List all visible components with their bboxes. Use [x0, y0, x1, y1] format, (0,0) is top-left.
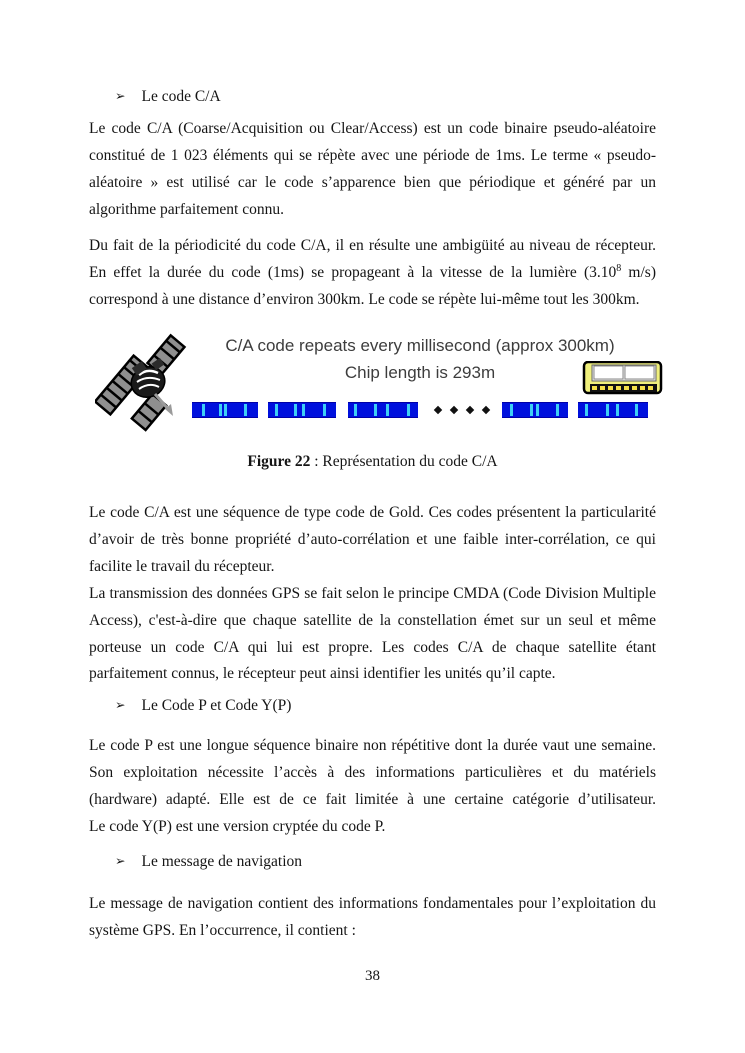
- arrow-bullet-icon: ➢: [115, 853, 126, 868]
- code-chip-tick: [224, 404, 227, 416]
- bullet-label: Le Code P et Code Y(P): [141, 697, 292, 714]
- code-segment: [268, 402, 336, 418]
- code-chip-tick: [294, 404, 297, 416]
- code-chip-tick: [323, 404, 326, 416]
- bullet-item-code-ca: [89, 86, 656, 108]
- paragraph-periodicite-part2: m/s) correspond à une distance d’environ 300km. Le code se répète lui-même tout les 300km.: [89, 263, 656, 308]
- code-chip-tick: [302, 404, 305, 416]
- code-chip-tick: [386, 404, 389, 416]
- code-chip-tick: [219, 404, 222, 416]
- figure-annotation-line1: C/A code repeats every millisecond (approx 300km): [225, 336, 615, 355]
- paragraph-group-gold-cdma: [89, 500, 656, 688]
- paragraph-message-navigation: Le message de navigation contient des informations fondamentales pour l’exploitation du système GPS. En l’occurrence, il contient :: [89, 895, 656, 939]
- superscript-exponent: 8: [616, 262, 622, 274]
- code-chip-tick: [606, 404, 609, 416]
- code-segment: [578, 402, 648, 418]
- code-chip-tick: [616, 404, 619, 416]
- paragraph-group-code-p: [89, 733, 656, 841]
- paragraph-cdma: La transmission des données GPS se fait selon le principe CMDA (Code Division Multiple Access), c'est-à-dire que chaque satellite de la constellation émet sur un seul et même porteuse un code C/A qui lui est propre. Les codes C/A de chaque satellite étant parfaitement connus, le récepteur peut ainsi identifier les unités qu’il capte.: [89, 584, 656, 683]
- paragraph-code-gold: Le code C/A est une séquence de type code de Gold. Ces codes présentent la particularité d’avoir de très bonne propriété d’auto-corrélation et une faible inter-corrélation, ce qui facilite le travail du récepteur.: [89, 504, 656, 575]
- ellipsis-dot: [482, 406, 490, 414]
- ellipsis-dot: [450, 406, 458, 414]
- figure-caption-text: : Représentation du code C/A: [310, 453, 498, 470]
- paragraph-periodicite-part1: Du fait de la périodicité du code C/A, il en résulte une ambigüité au niveau de récepteur. En effet la durée du code (1ms) se propageant à la vitesse de la lumière (3.10: [89, 237, 656, 281]
- figure-ca-code: [89, 330, 669, 436]
- code-chip-tick: [635, 404, 638, 416]
- paragraph-code-ca-intro: Le code C/A (Coarse/Acquisition ou Clear/Access) est un code binaire pseudo-aléatoire constitué de 1 023 éléments qui se répète avec une période de 1ms. Le terme « pseudo-aléatoire » est utilisé car le code s’apparence bien que périodique et généré par un algorithme parfaitement connu.: [89, 120, 656, 218]
- gps-receiver-icon: [582, 361, 664, 399]
- figure-caption-number: Figure 22: [247, 453, 311, 470]
- code-chip-tick: [556, 404, 559, 416]
- arrow-bullet-icon: ➢: [115, 697, 126, 712]
- code-chip-tick: [244, 404, 247, 416]
- bullet-item-message-navigation: [89, 851, 656, 873]
- paragraph-code-yp: Le code Y(P) est une version cryptée du code P.: [89, 817, 386, 835]
- figure-caption: [89, 451, 656, 473]
- code-segment: [192, 402, 258, 418]
- satellite-icon: [95, 330, 193, 432]
- paragraph-code-p: Le code P est une longue séquence binaire non répétitive dont la durée vaut une semaine. Son exploitation nécessite l’accès à des informations particulières et du matériels (hardware) adapté. Elle est de ce fait limitée à une certaine catégorie d’utilisateur.: [89, 737, 656, 808]
- code-chip-tick: [374, 404, 377, 416]
- ellipsis-dot: [434, 406, 442, 414]
- figure-annotation-line2: Chip length is 293m: [344, 363, 496, 382]
- code-chip-tick: [536, 404, 539, 416]
- code-chip-tick: [585, 404, 588, 416]
- bullet-item-code-p: [89, 695, 656, 717]
- code-segment: [502, 402, 568, 418]
- ellipsis-dot: [466, 406, 474, 414]
- code-chip-tick: [354, 404, 357, 416]
- code-chip-tick: [202, 404, 205, 416]
- arrow-bullet-icon: ➢: [115, 88, 126, 103]
- bullet-label: Le code C/A: [141, 88, 221, 105]
- paragraph-periodicite: [89, 233, 656, 314]
- code-bar-row: [192, 402, 662, 418]
- code-chip-tick: [510, 404, 513, 416]
- page-number: 38: [365, 968, 380, 984]
- bullet-label: Le message de navigation: [141, 853, 303, 870]
- code-chip-tick: [407, 404, 410, 416]
- code-chip-tick: [530, 404, 533, 416]
- code-segment: [348, 402, 418, 418]
- code-chip-tick: [275, 404, 278, 416]
